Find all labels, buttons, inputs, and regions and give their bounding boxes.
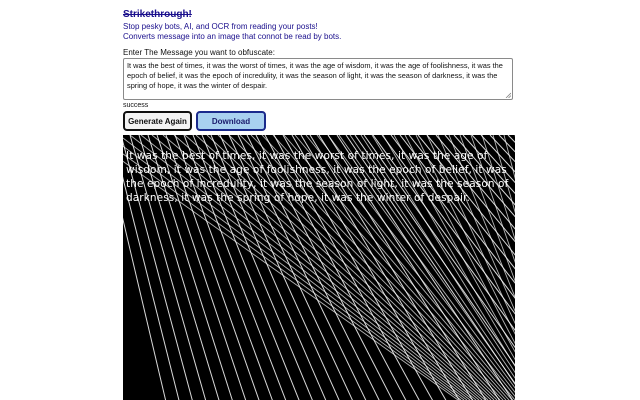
- resize-grip-icon[interactable]: [505, 92, 511, 98]
- image-overlay-text: It was the best of times, it was the worst of times, it was the age of wisdom, it was the age of foolishness, it was the epoch of belief, it was the epoch of incredulity, it was the season of light, it was the season of darkness, it was the spring of hope, it was the winter of despair.: [126, 150, 509, 204]
- status-text: success: [123, 102, 149, 109]
- obfuscated-image: [123, 135, 515, 400]
- message-label: Enter The Message you want to obfuscate:: [123, 48, 275, 57]
- tagline: Stop pesky bots, AI, and OCR from reading your posts!: [123, 22, 318, 31]
- message-input[interactable]: [123, 58, 513, 100]
- page-title: Strikethrough!: [123, 9, 192, 20]
- generate-again-button[interactable]: Generate Again: [123, 111, 192, 131]
- download-button[interactable]: Download: [196, 111, 266, 131]
- description: Converts message into an image that connot be read by bots.: [123, 32, 342, 41]
